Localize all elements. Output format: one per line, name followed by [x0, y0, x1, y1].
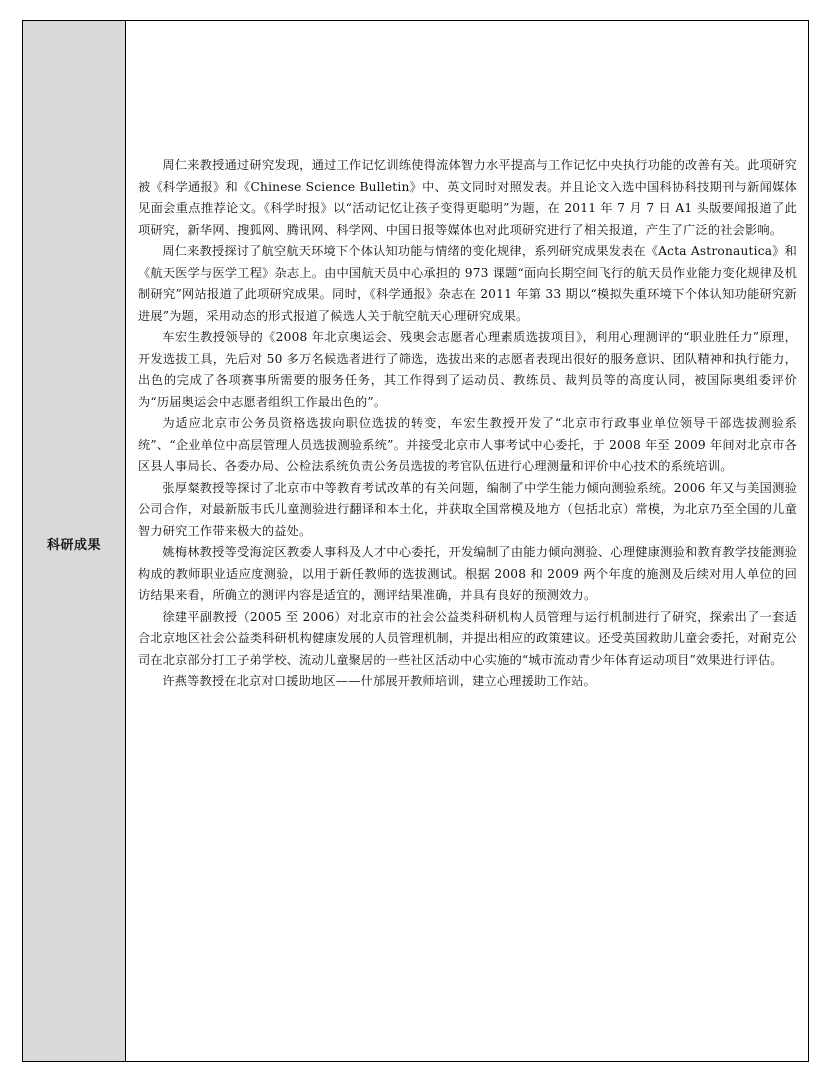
paragraph: 张厚粲教授等探讨了北京市中等教育考试改革的有关问题，编制了中学生能力倾向测验系统。2006 年又与美国测验公司合作，对最新版韦氏儿童测验进行翻译和本土化，并获取全国常模及地方（包括北京）常模，为北京乃至全国的儿童智力研究工作带来极大的益处。	[138, 480, 797, 538]
row-content-cell	[126, 21, 808, 1061]
row-label: 科研成果	[46, 537, 101, 553]
paragraph: 车宏生教授领导的《2008 年北京奥运会、残奥会志愿者心理素质选拔项目》，利用心理测评的“职业胜任力”原理，开发选拔工具，先后对 50 多万名候选者进行了筛选，选拔出来的志愿者表现出很好的服务意识、团队精神和执行能力，出色的完成了各项赛事所需要的服务任务，其工作得到了运动员、教练员、裁判员等的高度认同，被国际奥组委评价为“历届奥运会中志愿者组织工作最出色的”。	[138, 330, 797, 409]
paragraph: 姚梅林教授等受海淀区教委人事科及人才中心委托，开发编制了由能力倾向测验、心理健康测验和教育教学技能测验构成的教师职业适应度测验，以用于新任教师的选拔测试。根据 2008 和 2009 两个年度的施测及后续对用人单位的回访结果来看，所确立的测评内容是适宜的，测评结果准确，并具有良好的预测效力。	[138, 545, 797, 602]
research-results-table	[22, 20, 809, 1062]
row-label-cell	[23, 21, 126, 1061]
paragraph: 周仁来教授探讨了航空航天环境下个体认知功能与情绪的变化规律，系列研究成果发表在《Acta Astronautica》和《航天医学与医学工程》杂志上。由中国航天员中心承担的 973 课题“面向长期空间飞行的航天员作业能力变化规律及机制研究”网站报道了此项研究成果。同时，《科学通报》杂志在 2011 年第 33 期以“模拟失重环境下个体认知功能研究新进展”为题，采用动态的形式报道了候选人关于航空航天心理研究成果。	[138, 244, 797, 323]
paragraph: 许燕等教授在北京对口援助地区——什邡展开教师培训，建立心理援助工作站。	[162, 674, 596, 688]
paragraph: 为适应北京市公务员资格选拔向职位选拔的转变，车宏生教授开发了“北京市行政事业单位领导干部选拔测验系统”、“企业单位中高层管理人员选拔测验系统”。并接受北京市人事考试中心委托，于 2008 年至 2009 年间对北京市各区县人事局长、各委办局、公检法系统负责公务员选拔的考官队伍进行心理测量和评价中心技术的系统培训。	[138, 416, 797, 473]
paragraph: 徐建平副教授（2005 至 2006）对北京市的社会公益类科研机构人员管理与运行机制进行了研究，探索出了一套适合北京地区社会公益类科研机构健康发展的人员管理机制，并提出相应的政策建议。还受英国救助儿童会委托，对耐克公司在北京部分打工子弟学校、流动儿童聚居的一些社区活动中心实施的“城市流动青少年体育运动项目”效果进行评估。	[138, 609, 797, 667]
paragraph: 周仁来教授通过研究发现，通过工作记忆训练使得流体智力水平提高与工作记忆中央执行功能的改善有关。此项研究被《科学通报》和《Chinese Science Bulletin》中、英文同时对照发表。并且论文入选中国科协科技期刊与新闻媒体见面会重点推荐论文。《科学时报》以“活动记忆让孩子变得更聪明”为题，在 2011 年 7 月 7 日 A1 头版要闻报道了此项研究，新华网、搜狐网、腾讯网、科学网、中国日报等媒体也对此项研究进行了相关报道，产生了广泛的社会影响。	[138, 158, 797, 237]
